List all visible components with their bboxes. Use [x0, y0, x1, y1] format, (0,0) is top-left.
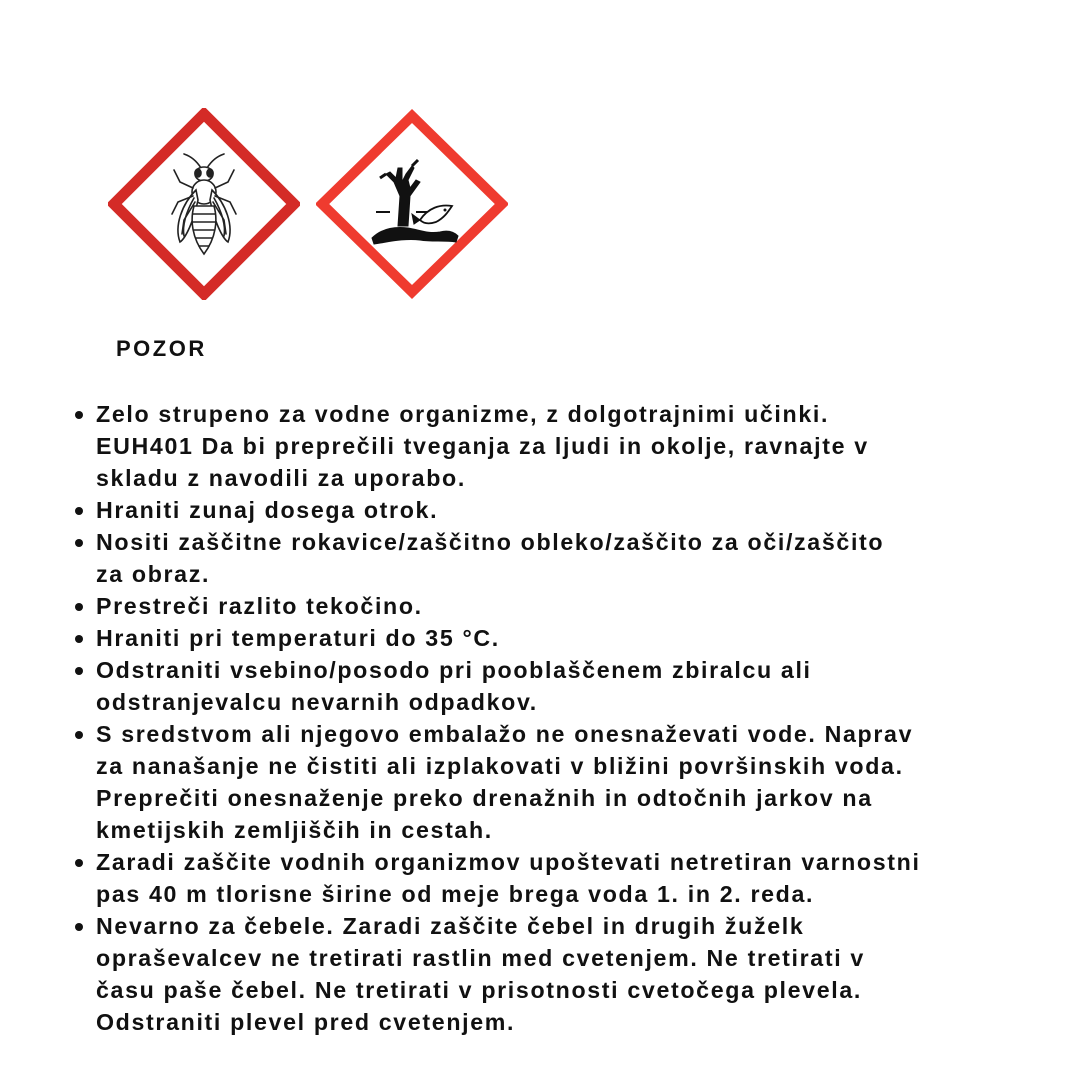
statement-line: za obraz. — [96, 561, 211, 587]
statement-item — [74, 654, 1064, 718]
statement-line: času paše čebel. Ne tretirati v prisotnosti cvetočega plevela. — [96, 977, 862, 1003]
signal-word: POZOR — [116, 336, 207, 361]
bullet-icon — [75, 731, 83, 739]
statement-line: pas 40 m tlorisne širine od meje brega voda 1. in 2. reda. — [96, 881, 815, 907]
bullet-icon — [75, 507, 83, 515]
environment-hazard-pictogram — [316, 108, 508, 300]
statement-line: Zaradi zaščite vodnih organizmov upoštevati netretiran varnostni — [96, 849, 921, 875]
environment-hazard-icon — [316, 108, 508, 300]
bullet-icon — [75, 603, 83, 611]
statement-line: Hraniti pri temperaturi do 35 °C. — [96, 625, 500, 651]
statement-line: Prestreči razlito tekočino. — [96, 593, 423, 619]
statement-item — [74, 494, 1064, 526]
statement-line: Nevarno za čebele. Zaradi zaščite čebel in drugih žuželk — [96, 913, 805, 939]
statement-item — [74, 718, 1064, 846]
statement-line: skladu z navodili za uporabo. — [96, 465, 466, 491]
bullet-icon — [75, 411, 83, 419]
statement-line: kmetijskih zemljiščih in cestah. — [96, 817, 493, 843]
statement-line: Nositi zaščitne rokavice/zaščitno obleko/zaščito za oči/zaščito — [96, 529, 885, 555]
bullet-icon — [75, 859, 83, 867]
statement-line: EUH401 Da bi preprečili tveganja za ljudi in okolje, ravnajte v — [96, 433, 869, 459]
statement-line: S sredstvom ali njegovo embalažo ne onesnaževati vode. Naprav — [96, 721, 914, 747]
precautionary-statements-list — [74, 398, 1064, 1038]
statement-line: Odstraniti vsebino/posodo pri pooblaščenem zbiralcu ali — [96, 657, 812, 683]
statement-line: Zelo strupeno za vodne organizme, z dolgotrajnimi učinki. — [96, 401, 830, 427]
bullet-icon — [75, 635, 83, 643]
statement-item — [74, 590, 1064, 622]
statement-line: opraševalcev ne tretirati rastlin med cvetenjem. Ne tretirati v — [96, 945, 865, 971]
bullet-icon — [75, 539, 83, 547]
statement-line: za nanašanje ne čistiti ali izplakovati v bližini površinskih voda. — [96, 753, 904, 779]
statement-line: odstranjevalcu nevarnih odpadkov. — [96, 689, 538, 715]
statement-line: Hraniti zunaj dosega otrok. — [96, 497, 439, 523]
statement-item — [74, 846, 1064, 910]
statement-item — [74, 910, 1064, 1038]
bullet-icon — [75, 667, 83, 675]
statement-item — [74, 622, 1064, 654]
bullet-icon — [75, 923, 83, 931]
bee-hazard-pictogram — [108, 108, 300, 300]
statement-line: Odstraniti plevel pred cvetenjem. — [96, 1009, 516, 1035]
bee-hazard-icon — [108, 108, 300, 300]
statement-item — [74, 526, 1064, 590]
statement-line: Preprečiti onesnaženje preko drenažnih in odtočnih jarkov na — [96, 785, 873, 811]
statement-item — [74, 398, 1064, 494]
